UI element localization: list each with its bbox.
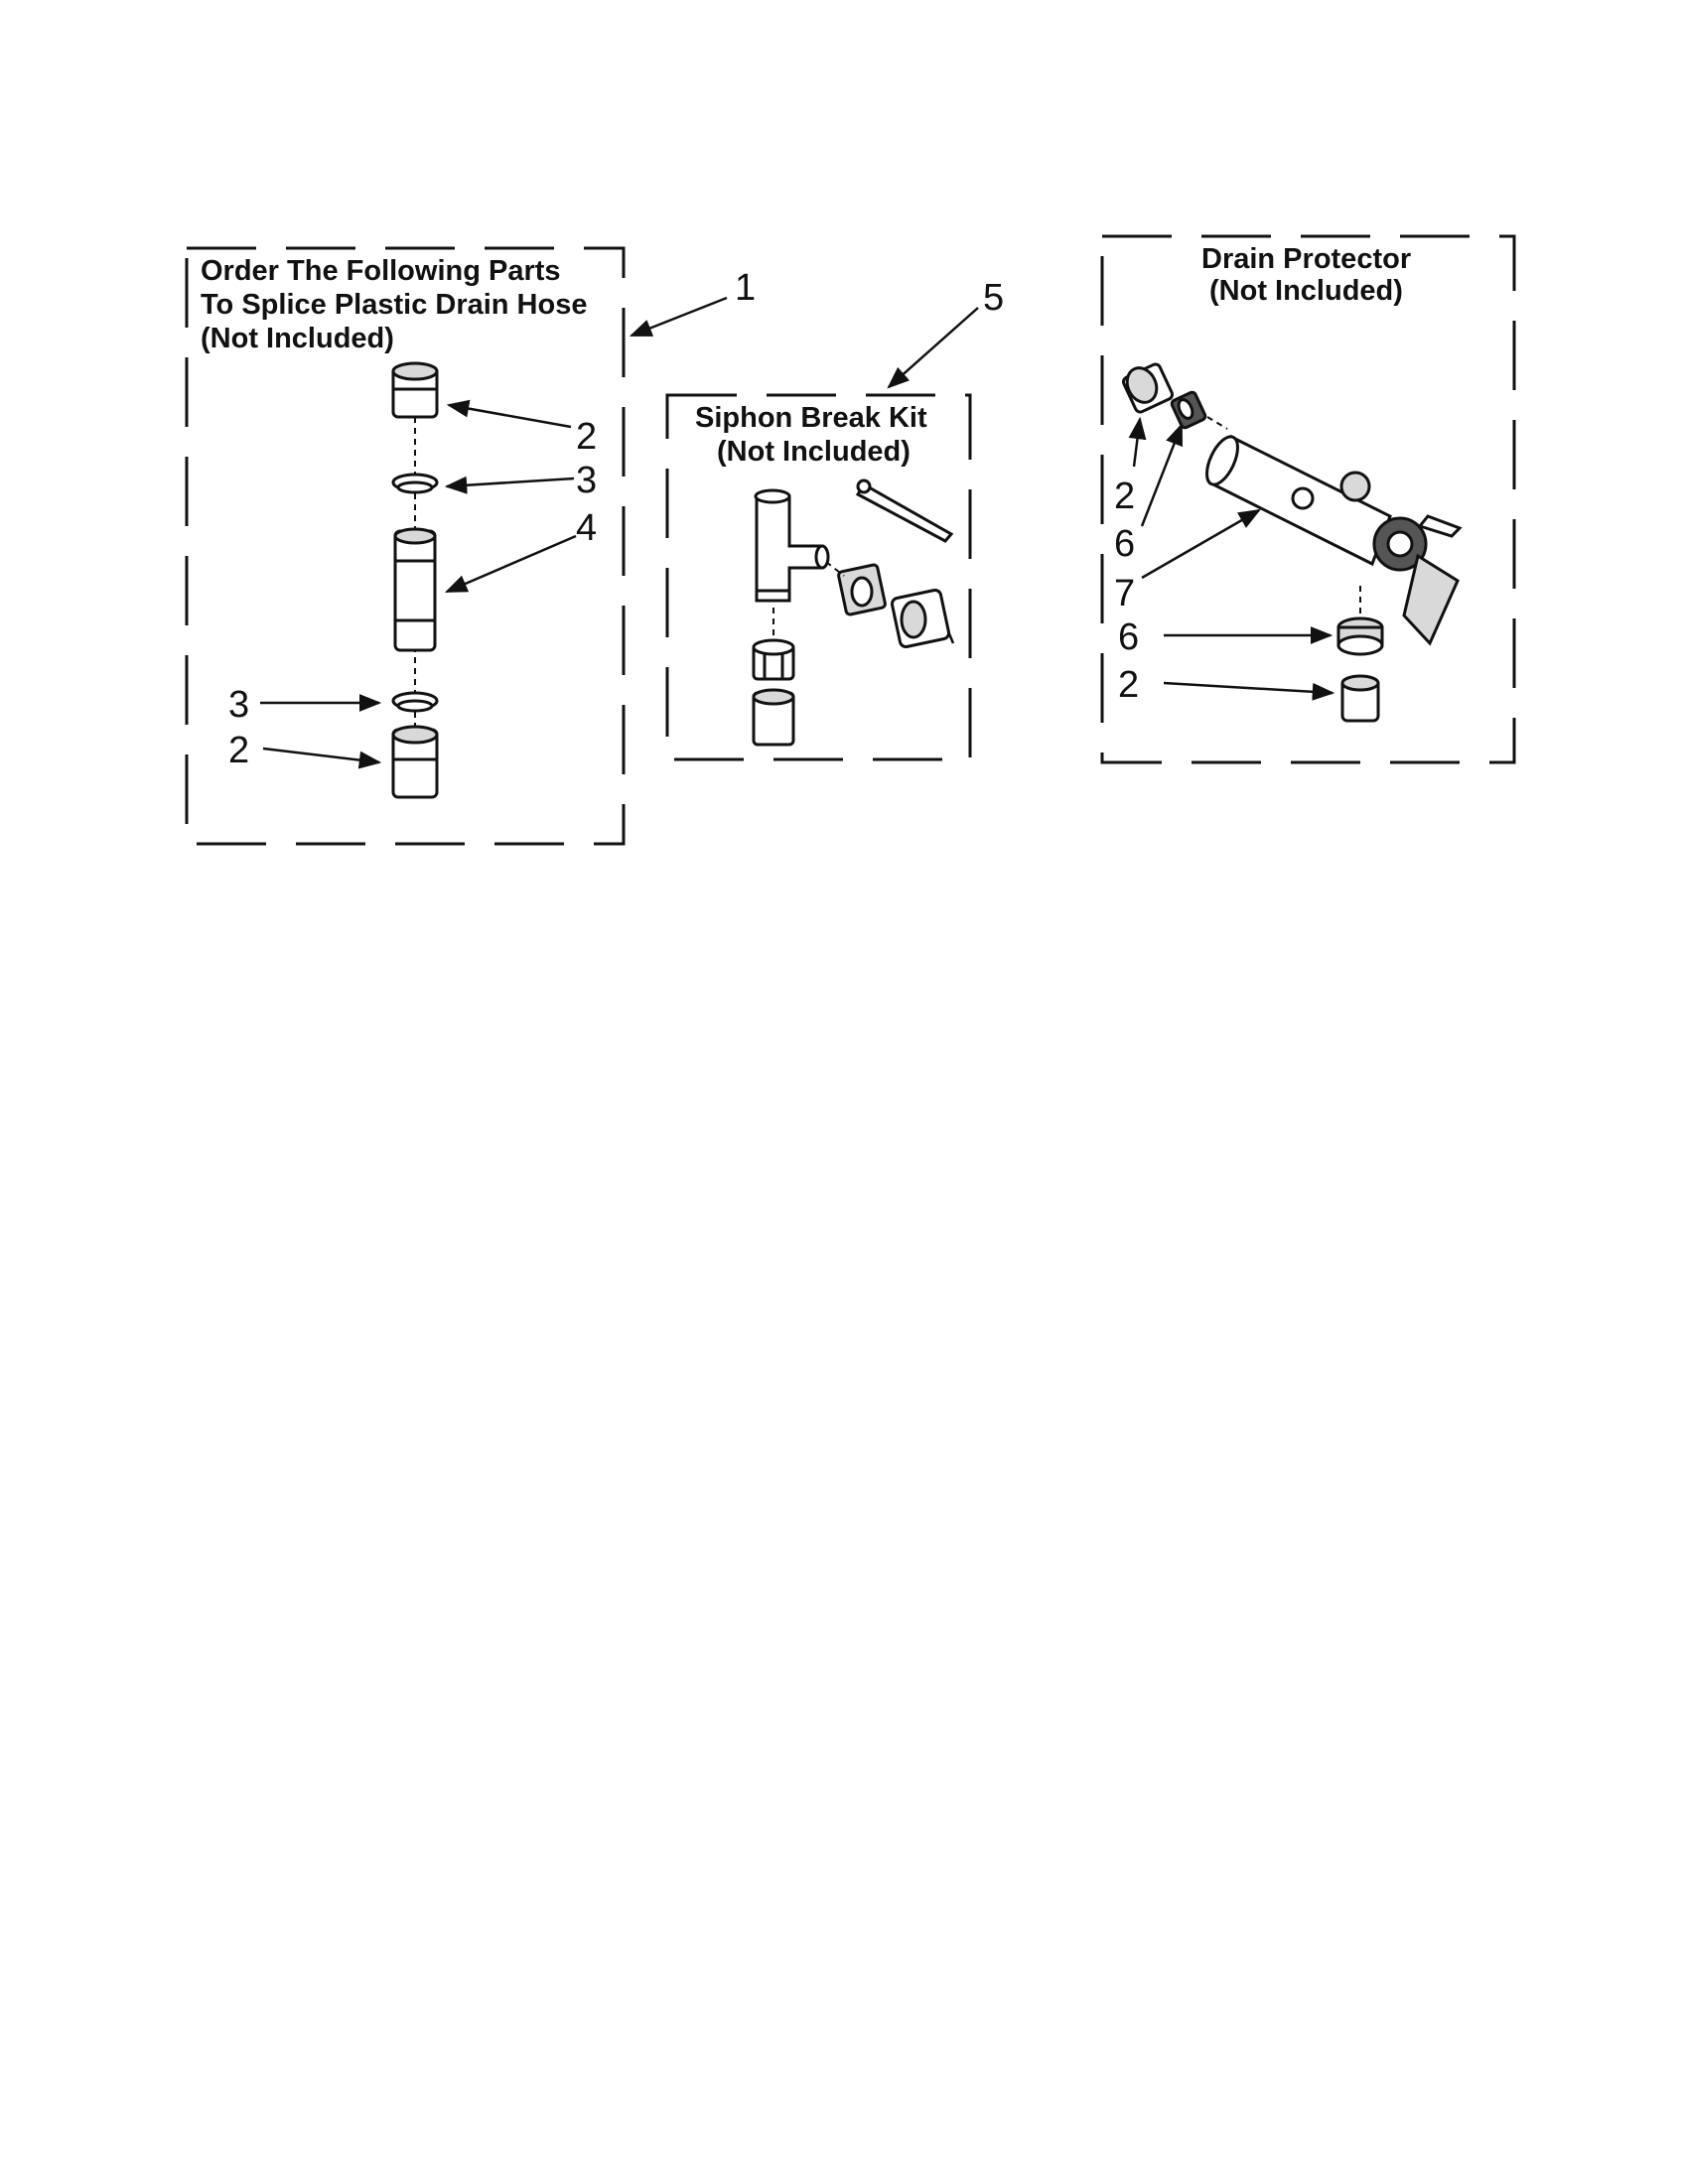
siphon-nut-part bbox=[838, 564, 886, 614]
siphon-connector-part bbox=[891, 589, 953, 647]
splice-bottom-connector-part bbox=[393, 727, 437, 797]
siphon-kit-leader bbox=[889, 308, 978, 387]
splice-panel-title-line-3: (Not Included) bbox=[201, 323, 394, 354]
dp-leader-top-connector bbox=[1134, 419, 1140, 467]
dp-leader-body bbox=[1142, 510, 1259, 578]
splice-leader-bottom-connector bbox=[263, 749, 379, 762]
splice-bottom-clamp-part bbox=[393, 693, 437, 711]
callout-splice-bottom-clamp: 3 bbox=[228, 684, 250, 726]
dp-top-connector-part bbox=[1122, 362, 1174, 413]
siphon-tee-fitting-part bbox=[756, 490, 828, 601]
siphon-clip-part bbox=[858, 480, 951, 541]
dp-axis-horizontal bbox=[1207, 417, 1227, 429]
dp-leader-bottom-connector bbox=[1164, 683, 1333, 693]
splice-coupler-part bbox=[395, 529, 435, 650]
splice-top-connector-part bbox=[393, 363, 437, 417]
dp-body-part bbox=[1200, 432, 1460, 643]
siphon-bottom-nut-part bbox=[754, 640, 793, 679]
siphon-panel-title-line-2: (Not Included) bbox=[717, 436, 911, 468]
siphon-panel-title-line-1: Siphon Break Kit bbox=[695, 402, 927, 434]
callout-splice-coupler: 4 bbox=[576, 507, 598, 549]
dp-bottom-connector-part bbox=[1342, 676, 1378, 721]
callout-dp-top-connector: 2 bbox=[1114, 476, 1136, 517]
callout-dp-top-ring: 6 bbox=[1114, 523, 1136, 565]
splice-leader-top-connector bbox=[449, 405, 571, 427]
callout-splice-top-clamp: 3 bbox=[576, 460, 598, 501]
dp-top-ring-part bbox=[1171, 391, 1206, 429]
splice-leader-top-clamp bbox=[447, 478, 574, 486]
splice-kit-leader bbox=[632, 298, 727, 336]
splice-panel-title-line-2: To Splice Plastic Drain Hose bbox=[201, 289, 588, 321]
drain-protector-panel bbox=[1102, 236, 1514, 762]
splice-panel-title-line-1: Order The Following Parts bbox=[201, 255, 561, 287]
callout-dp-bottom-connector: 2 bbox=[1118, 664, 1140, 706]
callout-dp-body: 7 bbox=[1114, 573, 1136, 614]
callout-splice-bottom-connector: 2 bbox=[228, 730, 250, 771]
siphon-bottom-connector-part bbox=[754, 690, 793, 745]
callout-splice-top-connector: 2 bbox=[576, 416, 598, 458]
callout-siphon-kit: 5 bbox=[983, 277, 1005, 319]
splice-panel bbox=[187, 248, 624, 844]
dp-leader-top-ring bbox=[1142, 425, 1182, 526]
drain-protector-title-line-2: (Not Included) bbox=[1209, 275, 1403, 307]
siphon-panel bbox=[667, 395, 970, 759]
splice-leader-coupler bbox=[447, 536, 576, 592]
callout-splice-kit: 1 bbox=[735, 267, 757, 309]
drain-protector-title-line-1: Drain Protector bbox=[1201, 243, 1412, 275]
callout-dp-bottom-ring: 6 bbox=[1118, 616, 1140, 658]
splice-top-clamp-part bbox=[393, 475, 437, 492]
dp-bottom-ring-part bbox=[1338, 618, 1382, 654]
